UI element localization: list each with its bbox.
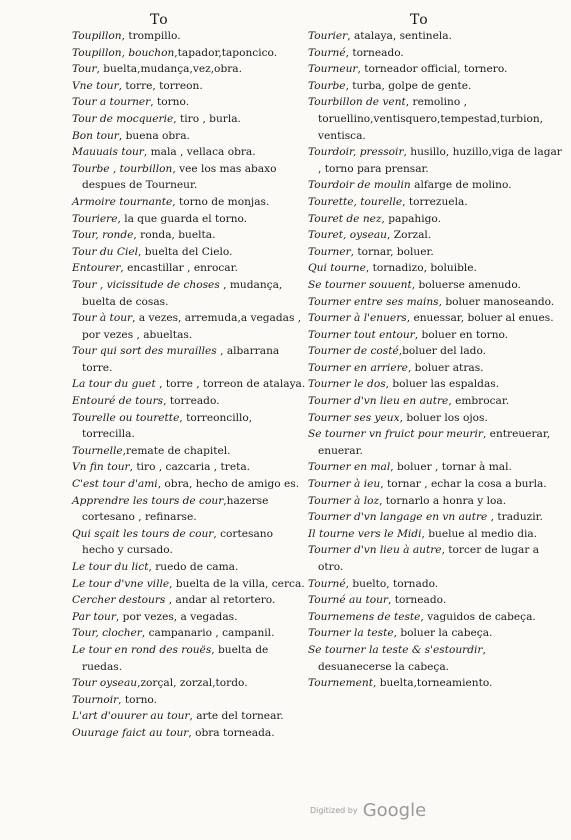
entry-headword: Tourner la teste [308, 627, 394, 640]
entry-definition: alfarge de molino. [410, 179, 512, 192]
google-logo: Google [362, 800, 427, 821]
dictionary-entry [72, 376, 308, 393]
entry-headword: Tourner d'vn langage en vn autre [308, 511, 488, 524]
entry-definition: , torrezuela. [402, 195, 468, 208]
entry-headword: Tour a tourner [72, 96, 151, 109]
digitized-by-google-watermark [310, 800, 426, 821]
entry-headword: L'art d'ouurer au tour [72, 710, 190, 723]
entry-definition: , boluer las espaldas. [385, 378, 500, 391]
entry-definition: , trompillo. [121, 30, 181, 42]
entry-headword: Toupillon, bouchon [72, 46, 175, 59]
dictionary-entry [72, 45, 308, 62]
entry-headword: Tourner d'vn lieu à autre [308, 544, 442, 557]
dictionary-entry [72, 592, 308, 609]
entry-definition: , torre , torreon de atalaya. [155, 378, 306, 391]
dictionary-entry [308, 609, 562, 626]
dictionary-entry [72, 675, 308, 692]
dictionary-entry [72, 625, 308, 642]
dictionary-entry [308, 327, 562, 344]
dictionary-entry [72, 708, 308, 725]
entry-headword: Tourner en mal [308, 461, 391, 474]
entry-definition: , atalaya, sentinela. [347, 30, 452, 42]
dictionary-entry [308, 493, 562, 510]
entry-headword: Tourné [308, 577, 346, 590]
entry-headword: Tour [72, 63, 97, 76]
dictionary-entry [72, 692, 308, 709]
entry-headword: Toupillon [72, 30, 122, 42]
dictionary-entry [308, 277, 562, 294]
entry-headword: Tour de mocquerie [72, 112, 174, 125]
entry-headword: Apprendre les tours de cour [72, 494, 224, 507]
entry-definition: , andar al retortero. [165, 594, 276, 607]
entry-headword: Tour, ronde [72, 229, 134, 242]
right-column [308, 28, 562, 692]
entry-headword: Touriere [72, 212, 118, 225]
entry-headword: Armoire tournante [72, 195, 173, 208]
entry-definition: , torneado. [345, 46, 404, 59]
dictionary-entry [308, 260, 562, 277]
dictionary-entry [72, 277, 308, 310]
entry-definition: , campanario , campanil. [141, 627, 275, 640]
entry-definition: , boluerse amenudo. [411, 278, 521, 291]
entry-definition: ,zorçal, zorzal,tordo. [137, 677, 248, 690]
entry-headword: Cercher destours [72, 594, 166, 607]
dictionary-entry [308, 343, 562, 360]
entry-definition: , buena obra. [118, 129, 190, 142]
dictionary-entry [308, 426, 562, 459]
dictionary-entry [308, 227, 562, 244]
dictionary-entry [308, 476, 562, 493]
entry-definition: , buelta de la villa, cerca. [169, 577, 305, 590]
dictionary-entry [72, 144, 308, 161]
entry-definition: , boluer atras. [407, 361, 484, 374]
dictionary-entry [308, 94, 562, 144]
entry-definition: , embrocar. [448, 395, 510, 408]
entry-headword: Tourdoir, pressoir [308, 146, 404, 159]
entry-headword: Vn fin tour [72, 461, 130, 474]
dictionary-entry [72, 78, 308, 95]
dictionary-entry [308, 625, 562, 642]
entry-headword: Tour, clocher [72, 627, 142, 640]
entry-headword: Tourner d'vn lieu en autre [308, 395, 449, 408]
entry-definition: , boluer manoseando. [438, 295, 555, 308]
entry-definition: , buelta,torneamiento. [373, 677, 493, 690]
entry-definition: , torneado. [388, 594, 447, 607]
entry-definition: , husillo, huzillo,viga de lagar , torno para prensar. [318, 146, 562, 175]
watermark-prefix: Digitized by [310, 806, 358, 815]
dictionary-entry [72, 410, 308, 443]
entry-headword: C'est tour d'ami [72, 478, 158, 491]
entry-definition: , a vezes, arremuda,a vegadas , por vezes , abueltas. [82, 312, 302, 341]
entry-definition: , vaguidos de cabeça. [420, 610, 536, 623]
dictionary-entry [72, 211, 308, 228]
entry-definition: , boluer la cabeça. [393, 627, 493, 640]
entry-definition: , torno. [118, 693, 157, 706]
entry-headword: Se tourner la teste & s'estourdir [308, 643, 483, 656]
entry-headword: Bon tour [72, 129, 119, 142]
entry-headword: Tourbe [308, 79, 346, 92]
entry-definition: , papahigo. [381, 212, 441, 225]
entry-definition: , arte del tornear. [189, 710, 284, 723]
entry-headword: Tourné [308, 46, 346, 59]
entry-headword: Vne tour [72, 79, 119, 92]
entry-headword: Tourner tout entour [308, 328, 415, 341]
dictionary-entry [308, 310, 562, 327]
entry-headword: Ouurage faict au tour [72, 726, 189, 739]
dictionary-entry [72, 227, 308, 244]
dictionary-entry [72, 393, 308, 410]
dictionary-entry [72, 310, 308, 343]
entry-headword: Qui sçait les tours de cour [72, 527, 214, 540]
dictionary-entry [72, 161, 308, 194]
entry-definition: , buelue al medio dia. [421, 527, 538, 540]
entry-definition: , remolino , toruellino,ventisquero,tempestad,turbion, ventisca. [318, 96, 544, 142]
entry-definition: , torcer de lugar a otro. [318, 544, 540, 573]
entry-definition: , tornar, boluer. [350, 245, 434, 258]
entry-headword: Qui tourne [308, 262, 366, 275]
entry-definition: , torno. [150, 96, 190, 109]
entry-headword: Tourné au tour [308, 594, 388, 607]
entry-headword: Tourner à l'enuers [308, 312, 407, 325]
dictionary-entry [308, 675, 562, 692]
entry-definition: , boluer , tornar à mal. [390, 461, 512, 474]
entry-definition: ,hazerse cortesano , refinarse. [82, 494, 269, 524]
dictionary-entry [72, 343, 308, 376]
dictionary-entry [308, 542, 562, 575]
dictionary-entry [72, 576, 308, 593]
entry-headword: Tourette, tourelle [308, 195, 403, 208]
entry-definition: , traduzir. [487, 511, 543, 524]
dictionary-entry [308, 45, 562, 62]
dictionary-entry [72, 476, 308, 493]
dictionary-entry [72, 493, 308, 526]
dictionary-entry [308, 294, 562, 311]
entry-headword: Touret, oyseau [308, 229, 387, 242]
entry-definition: , tiro , cazcaria , treta. [129, 461, 251, 474]
dictionary-entry [308, 576, 562, 593]
entry-definition: , tornar , echar la cosa a burla. [380, 478, 547, 491]
entry-headword: Tourner le dos [308, 378, 386, 391]
left-column [72, 28, 308, 742]
entry-definition: , desuanecerse la cabeça. [318, 643, 486, 673]
entry-headword: Tour à tour [72, 312, 133, 325]
entry-headword: Tourelle ou tourette [72, 411, 180, 424]
entry-definition: , buelta de ruedas. [82, 643, 269, 673]
entry-definition: , buelto, tornado. [345, 577, 439, 590]
dictionary-entry [72, 244, 308, 261]
entry-definition: , encastillar , enrocar. [120, 262, 238, 275]
dictionary-entry [308, 78, 562, 95]
dictionary-entry [308, 592, 562, 609]
dictionary-entry [72, 128, 308, 145]
dictionary-entry [308, 211, 562, 228]
entry-headword: Mauuais tour [72, 146, 144, 159]
entry-headword: Tourner [308, 245, 351, 258]
entry-headword: Tournoir [72, 693, 119, 706]
dictionary-entry [308, 144, 562, 177]
entry-headword: Tourner ses yeux [308, 411, 400, 424]
entry-headword: Tourneur [308, 63, 358, 76]
entry-headword: Il tourne vers le Midi [308, 527, 422, 540]
dictionary-entry [72, 609, 308, 626]
entry-definition: , tiro , burla. [173, 112, 241, 125]
dictionary-entry [72, 443, 308, 460]
dictionary-entry [308, 459, 562, 476]
entry-definition: , tornadizo, boluible. [365, 262, 477, 275]
dictionary-entry [308, 360, 562, 377]
entry-headword: Tour , vicissitude de choses [72, 278, 220, 291]
dictionary-entry [308, 376, 562, 393]
entry-headword: Le tour en rond des rouës [72, 643, 212, 656]
entry-definition: , mala , vellaca obra. [143, 146, 256, 159]
dictionary-entry [72, 94, 308, 111]
entry-headword: Tour du Ciel [72, 245, 138, 258]
dictionary-entry [308, 642, 562, 675]
entry-definition: , mudança, buelta de cosas. [82, 278, 283, 308]
entry-headword: Tourdoir de moulin [308, 179, 411, 192]
dictionary-entry [308, 526, 562, 543]
entry-headword: Se tourner vn fruict pour meurir [308, 428, 483, 441]
entry-headword: Tournement [308, 677, 373, 690]
entry-headword: Tourbe , tourbillon [72, 162, 173, 175]
dictionary-entry [72, 725, 308, 742]
dictionary-entry [308, 410, 562, 427]
dictionary-entry [72, 28, 308, 45]
entry-headword: Tournelle [72, 444, 123, 457]
entry-definition: , ronda, buelta. [133, 229, 216, 242]
entry-headword: Tourner en arriere [308, 361, 408, 374]
entry-definition: ,boluer del lado. [398, 345, 487, 358]
dictionary-entry [308, 177, 562, 194]
entry-headword: Tourner à loz [308, 494, 380, 507]
entry-headword: Se tourner souuent [308, 278, 412, 291]
dictionary-entry [308, 393, 562, 410]
dictionary-entry [72, 526, 308, 559]
entry-definition: , boluer los ojos. [399, 411, 488, 424]
entry-definition: , torno de monjas. [172, 195, 270, 208]
dictionary-entry [308, 509, 562, 526]
running-head-right: To [410, 12, 429, 28]
entry-definition: , torreoncillo, torrecilla. [82, 411, 253, 441]
entry-definition: , obra torneada. [188, 726, 275, 739]
dictionary-entry [308, 194, 562, 211]
dictionary-entry [308, 28, 562, 45]
entry-headword: Tourner à ieu [308, 478, 381, 491]
entry-definition: , torneador official, tornero. [357, 63, 508, 76]
entry-headword: Tourbillon de vent [308, 96, 406, 109]
entry-definition: , cortesano hecho y cursado. [82, 527, 273, 557]
dictionary-entry [308, 244, 562, 261]
entry-definition: , tornarlo a honra y loa. [379, 494, 507, 507]
entry-definition: ,remate de chapitel. [122, 444, 231, 457]
entry-headword: Tour oyseau [72, 677, 138, 690]
entry-definition: , buelta,mudança,vez,obra. [96, 63, 242, 76]
entry-definition: , Zorzal. [386, 229, 432, 242]
entry-definition: , la que guarda el torno. [117, 212, 248, 225]
dictionary-entry [72, 642, 308, 675]
dictionary-entry [72, 61, 308, 78]
entry-definition: , vee los mas abaxo despues de Tourneur. [82, 162, 277, 192]
entry-headword: La tour du guet [72, 378, 156, 391]
entry-headword: Tourner de costé [308, 345, 399, 358]
entry-headword: Touret de nez [308, 212, 382, 225]
entry-definition: , albarrana torre. [82, 345, 280, 374]
running-head-left: To [150, 12, 169, 28]
entry-definition: , obra, hecho de amigo es. [157, 478, 300, 491]
entry-headword: Le tour du lict [72, 561, 149, 573]
dictionary-entry [72, 111, 308, 128]
entry-definition: ,tapador,taponcico. [174, 46, 278, 59]
entry-definition: , por vezes, a vegadas. [115, 610, 238, 623]
entry-definition: , torreado. [163, 395, 220, 408]
entry-definition: , enuessar, boluer al enues. [406, 312, 554, 325]
entry-definition: , buelta del Cielo. [138, 245, 233, 258]
entry-headword: Tour qui sort des murailles [72, 345, 217, 358]
entry-definition: , entreuerar, enuerar. [318, 428, 551, 457]
entry-headword: Entourer [72, 262, 121, 275]
dictionary-entry [72, 559, 308, 576]
dictionary-entry [308, 61, 562, 78]
entry-definition: , boluer en torno. [414, 328, 509, 341]
entry-headword: Entouré de tours [72, 395, 164, 408]
dictionary-entry [72, 459, 308, 476]
entry-headword: Par tour [72, 610, 116, 623]
entry-definition: , torre, torreon. [118, 79, 203, 92]
entry-definition: , turba, golpe de gente. [345, 79, 472, 92]
entry-headword: Tournemens de teste [308, 610, 421, 623]
entry-headword: Le tour d'vne ville [72, 577, 170, 590]
dictionary-entry [72, 260, 308, 277]
entry-headword: Tourier [308, 30, 348, 42]
entry-definition: , ruedo de cama. [148, 561, 239, 573]
entry-headword: Tourner entre ses mains [308, 295, 439, 308]
dictionary-entry [72, 194, 308, 211]
